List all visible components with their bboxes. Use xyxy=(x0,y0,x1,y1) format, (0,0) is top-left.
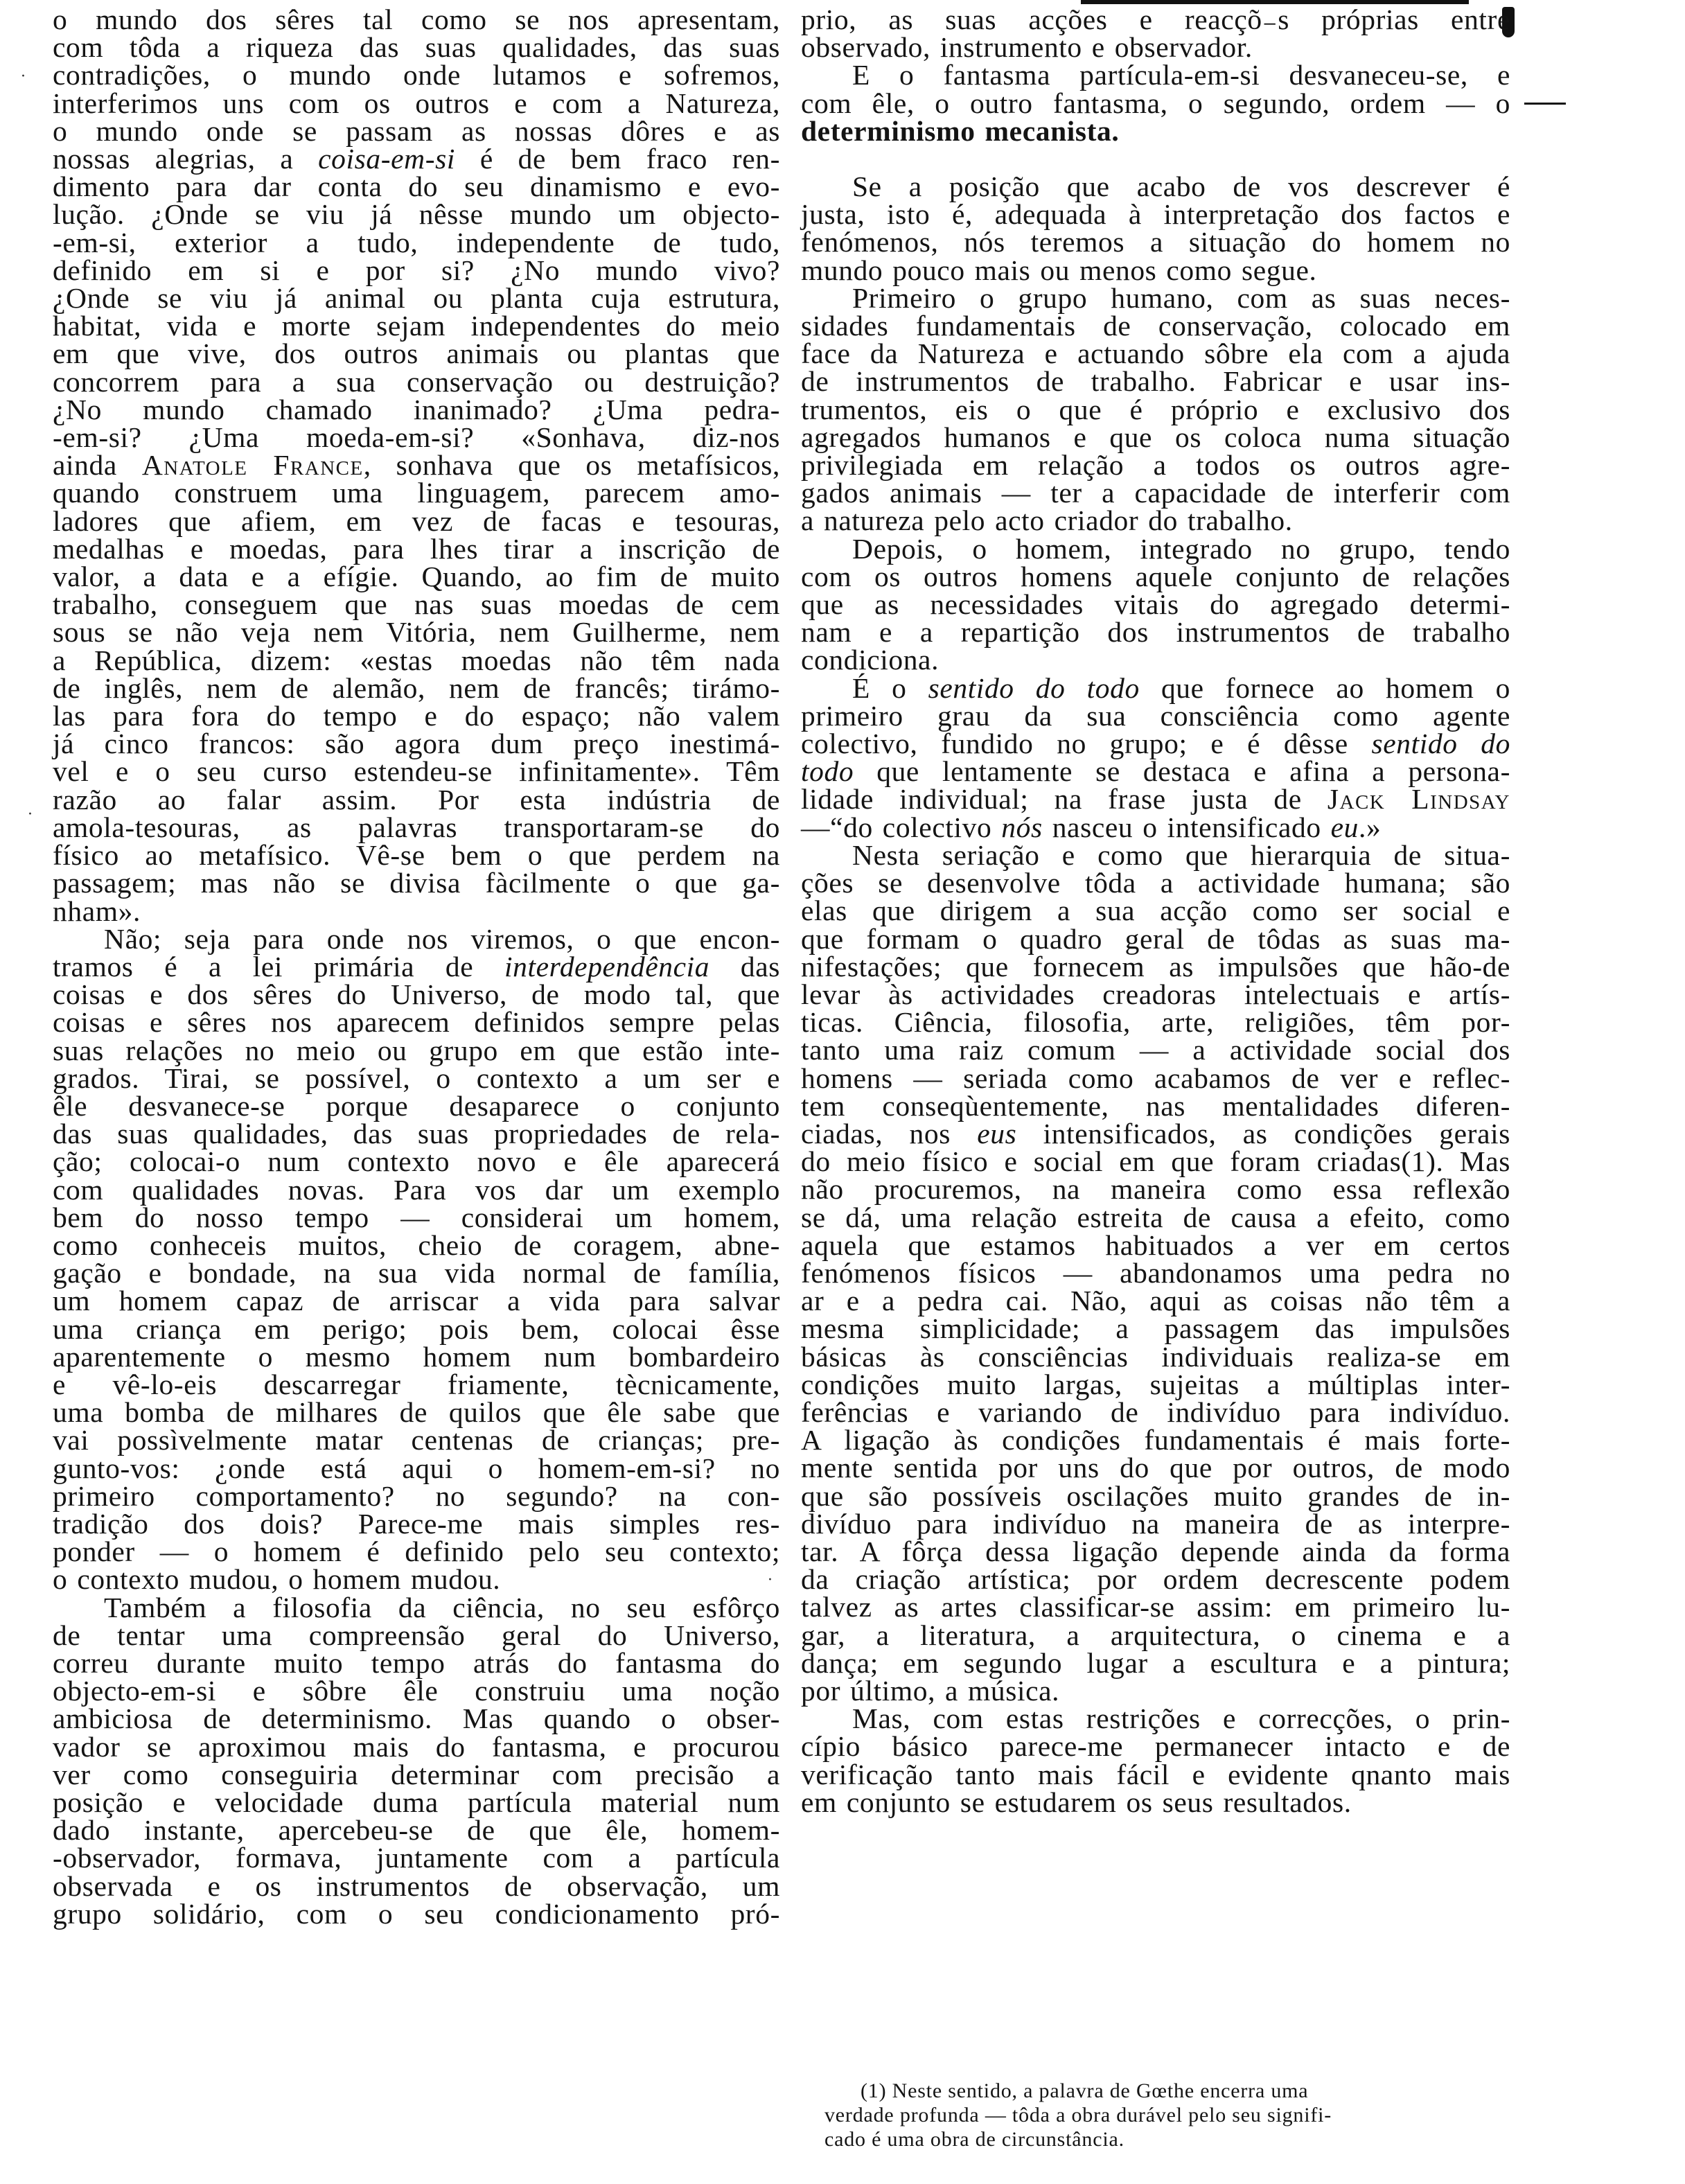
paragraph-end: em conjunto se estudarem os seus resultados. xyxy=(801,1786,1352,1818)
footnote-ref: (1) xyxy=(1401,1145,1436,1178)
paragraph-end: observado, instrumento e observador. xyxy=(801,31,1253,64)
paragraph-end: o contexto mudou, o homem mudou. xyxy=(53,1563,501,1596)
paragraph-end: por último, a música. xyxy=(801,1674,1060,1707)
paragraph: o mundo dos sêres tal como se nos apresentam, com tôda a riqueza das suas qualidades, das suas contradições, o mundo onde lutamos e sofremos, interferimos uns com os outros e com a Natureza, o mundo onde se passam as nossas dôres e as nossas alegrias, a coisa-em-si é de bem fraco ren- dimento para dar conta do seu dinamismo e evo- lução. ¿Onde se viu já nêsse mundo um objecto- -em-si, exterior a tudo, independente de tudo, definido em si e por si? ¿No mundo vivo? ¿Onde se viu já animal ou planta cuja estrutura, habitat, vida e morte sejam independentes do meio em que vive, dos outros animais ou plantas que concorrem para a sua conservação ou destruição? ¿No mundo chamado inanimado? ¿Uma pedra- -em-si? ¿Uma moeda-em-si? «Sonhava, diz-nos ainda Anatole France, sonhava que os metafísicos, quando construem uma linguagem, parecem amo- ladores que afiem, em vez de facas e tesouras, medalhas e moedas, para lhes tirar a inscrição de valor, a data e a efígie. Quando, ao fim de muito trabalho, conseguem que nas suas moedas de cem sous se não veja nem Vitória, nem Guilherme, nem a República, dizem: «estas moedas não têm nada de inglês, nem de alemão, nem de francês; tirámo- las para fora do tempo e do espaço; não valem já cinco francos: são agora dum preço inestimá- vel e o seu curso estendeu-se infinitamente». Têm razão ao falar assim. Por esta indústria de amola-tesouras, as palavras transportaram-se do físico ao metafísico. Vê-se bem o que perdem na passagem; mas não se divisa fàcilmente o que ga- xyxy=(53,3,781,899)
paragraph: Mas, com estas restrições e correcções, o prin- cípio básico parece-me permanecer intacto e de verificação tanto mais fácil e evidente qnanto mais xyxy=(801,1702,1510,1790)
scan-margin-dash xyxy=(1524,103,1566,105)
paragraph: Se a posição que acabo de vos descrever é justa, isto é, adequada à interpretação dos factos e fenómenos, nós teremos a situação do homem no xyxy=(801,170,1510,258)
paragraph: Não; seja para onde nos viremos, o que encon- tramos é a lei primária de interdependência das coisas e dos sêres do Universo, de modo tal, que coisas e sêres nos aparecem definidos sempre pelas suas relações no meio ou grupo em que estão inte- grados. Tirai, se possível, o contexto a um ser e êle desvanece-se porque desaparece o conjunto das suas qualidades, das suas propriedades de rela- ção; colocai-o num contexto novo e êle aparecerá com qualidades novas. Para vos dar um exemplo bem do nosso tempo — considerai um homem, como conheceis muitos, cheio de coragem, abne- gação e bondade, na sua vida normal de família, um homem capaz de arriscar a vida para salvar uma criança em perigo; pois bem, colocai êsse aparentemente o mesmo homem num bombardeiro e vê-lo-eis descarregar friamente, tècnicamente, uma bomba de milhares de quilos que êle sabe que vai possìvelmente matar centenas de crianças; pre- gunto-vos: ¿onde está aqui o homem-em-si? no primeiro comportamento? no segundo? na con- tradição dos dois? Parece-me mais simples res- ponder — o homem é definido pelo seu contexto; xyxy=(53,922,780,1568)
paragraph-end: nham». xyxy=(53,895,141,927)
left-column xyxy=(53,3,781,1930)
paragraph-end: —“do colectivo nós nasceu o intensificado eu.» xyxy=(801,811,1382,843)
scan-speck: · xyxy=(768,1571,773,1589)
right-column xyxy=(801,3,1510,1818)
paragraph: Nesta seriação e como que hierarquia de situa- ções se desenvolve tôda a actividade humana; são elas que dirigem a sua acção como ser social e que formam o quadro geral de tôdas as suas ma- nifestações; que fornecem as impulsões que hão-de levar às actividades creadoras intelectuais e artís- ticas. Ciência, filosofia, arte, religiões, têm por- tanto uma raiz comum — a actividade social dos homens — seriada como acabamos de ver e reflec- tem conseqùentemente, nas mentalidades diferen- ciadas, nos eus intensificados, as condições gerais do meio físico e social em que foram criadas(1). Mas não procuremos, na maneira como essa reflexão se dá, uma relação estreita de causa a efeito, como aquela que estamos habituados a ver em certos fenómenos físicos — abandonamos uma pedra no ar e a pedra cai. Não, aqui as coisas não têm a mesma simplicidade; a passagem das impulsões básicas às consciências individuais realiza-se em condições muito largas, sujeitas a múltiplas inter- ferências e variando de indivíduo para indivíduo. A ligação às condições fundamentais é mais forte- mente sentida por uns do que por outros, de modo que são possíveis oscilações muito grandes de in- divíduo para indivíduo na maneira de as interpre- tar. A fôrça dessa ligação depende ainda da forma da criação artística; por ordem decrescente podem talvez as artes classificar-se assim: em primeiro lu- gar, a literatura, a arquitectura, o cinema e a dança; em segundo lugar a escultura e a pintura; xyxy=(801,838,1510,1679)
paragraph: E o fantasma partícula-em-si desvaneceu-se, e com êle, o outro fantasma, o segundo, ordem — o xyxy=(801,59,1510,119)
footnote: (1) Neste sentido, a palavra de Gœthe encerra uma verdade profunda — tôda a obra durável pelo seu signifi- cado é uma obra de circunstância. xyxy=(824,2079,1332,2151)
scan-speck: · xyxy=(21,68,26,85)
paragraph-end: determinismo mecanista. xyxy=(801,114,1120,147)
paragraph: Também a filosofia da ciência, no seu esfôrço de tentar uma compreensão geral do Universo, correu durante muito tempo atrás do fantasma do objecto-em-si e sôbre êle construiu uma noção ambiciosa de determinismo. Mas quando o obser- vador se aproximou mais do fantasma, e procurou ver como conseguiria determinar com precisão a posição e velocidade duma partícula material num dado instante, apercebeu-se de que êle, homem- -observador, formava, juntamente com a partícula observada e os instrumentos de observação, um grupo solidário, com o seu condicionamento pró- xyxy=(53,1591,780,1930)
paragraph: Primeiro o grupo humano, com as suas neces- sidades fundamentais de conservação, colocado em face da Natureza e actuando sôbre ela com a ajuda de instrumentos de trabalho. Fabricar e usar ins- trumentos, eis o que é próprio e exclusivo dos agregados humanos e que os coloca numa situação privilegiada em relação a todos os outros agre- gados animais — ter a capacidade de interferir com xyxy=(801,281,1510,509)
paragraph: Depois, o homem, integrado no grupo, tendo com os outros homens aquele conjunto de relações que as necessidades vitais do agregado determi- nam e a repartição dos instrumentos de trabalho xyxy=(801,532,1510,649)
paragraph: É o sentido do todo que fornece ao homem o primeiro grau da sua consciência como agente colectivo, fundido no grupo; e é dêsse sentido do todo que lentamente se destaca e afina a persona- lidade individual; na frase justa de Jack Lindsay xyxy=(801,671,1510,816)
paragraph-end: mundo pouco mais ou menos como segue. xyxy=(801,254,1317,286)
scan-speck: · xyxy=(28,806,33,823)
paragraph-end: condiciona. xyxy=(801,644,939,676)
paragraph-end: a natureza pelo acto criador do trabalho. xyxy=(801,504,1293,537)
paragraph: prio, as suas acções e reacçõ₋s próprias entre xyxy=(801,3,1510,35)
